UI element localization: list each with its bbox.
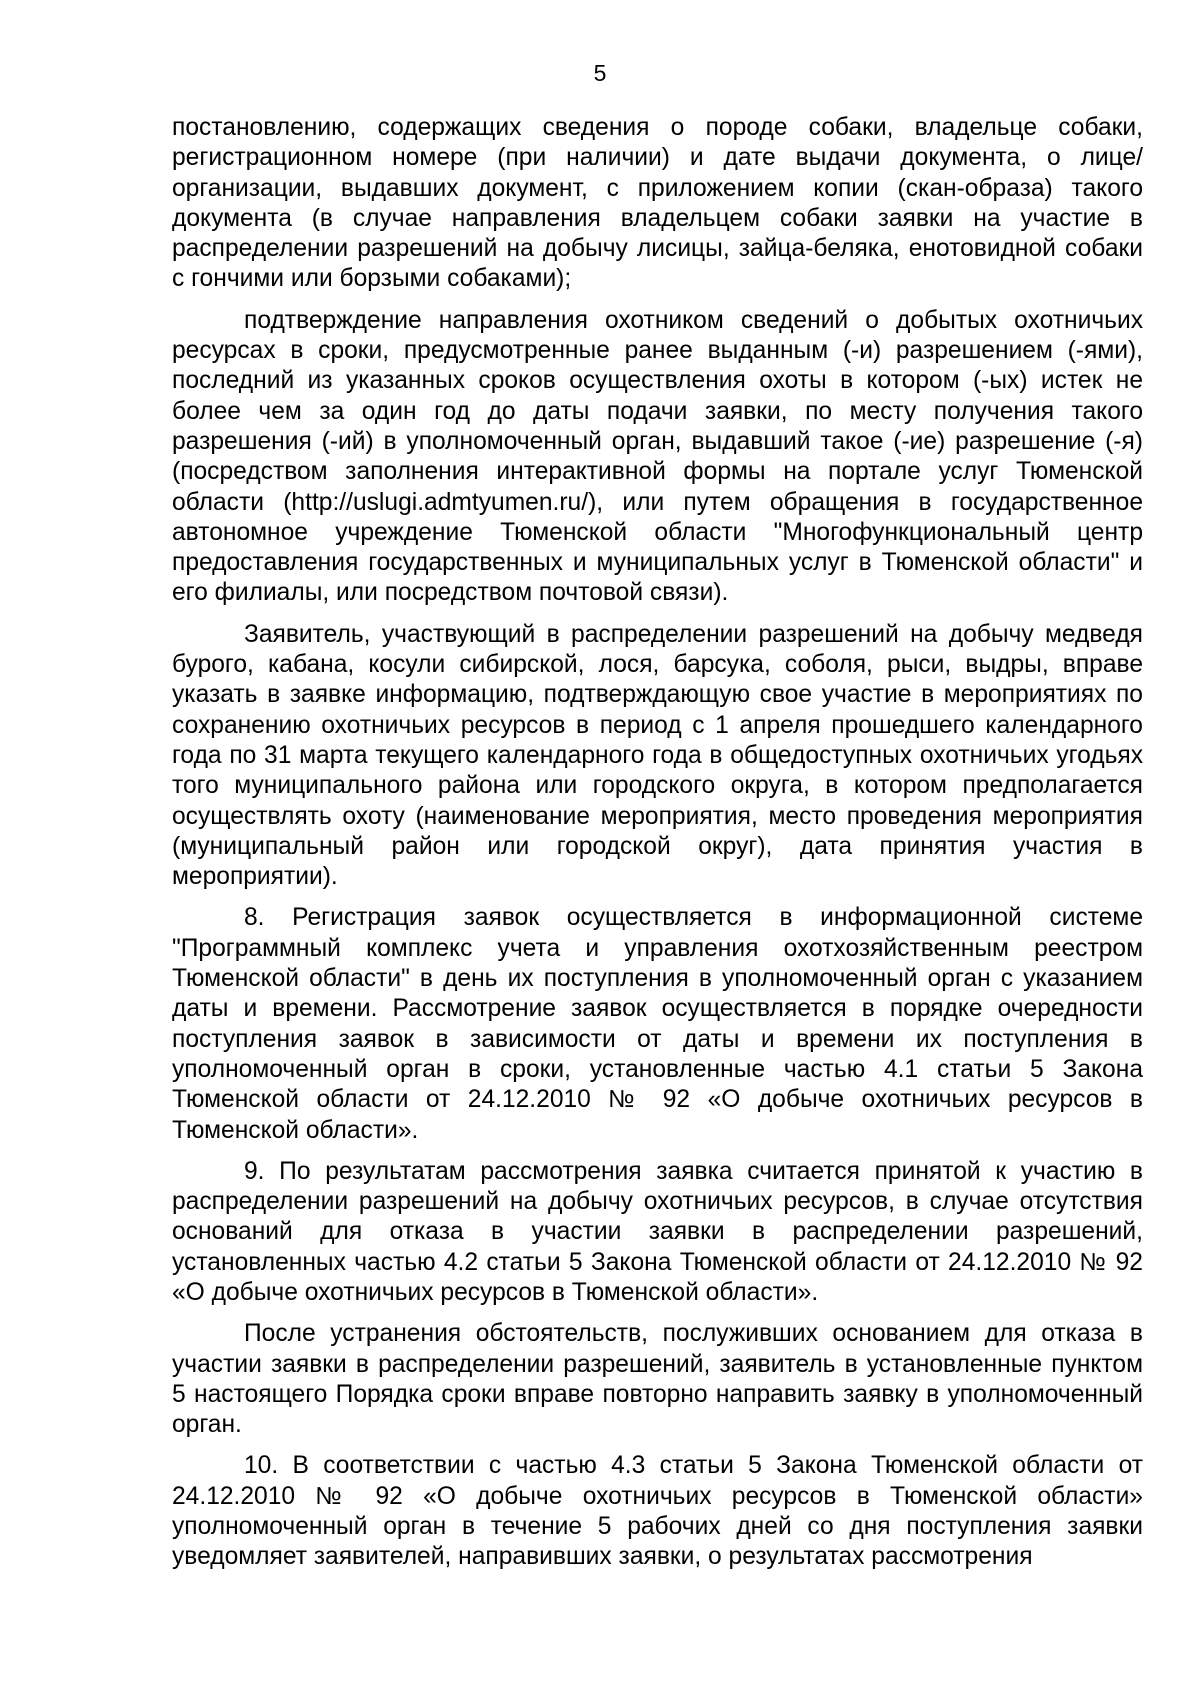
- paragraph-1: постановлению, содержащих сведения о породе собаки, владельце собаки, регистрационном номере (при наличии) и дате выдачи документа, о лице/организации, выдавших документ, с приложением копии (скан-образа) такого документа (в случае направления владельцем собаки заявки на участие в распределении разрешений на добычу лисицы, зайца-беляка, енотовидной собаки с гончими или борзыми собаками);: [172, 114, 1143, 293]
- paragraph-item-8: 8. Регистрация заявок осуществляется в информационной системе "Программный комплекс учета и управления охотхозяйственным реестром Тюменской области" в день их поступления в уполномоченный орган с указанием даты и времени. Рассмотрение заявок осуществляется в порядке очередности поступления заявок в зависимости от даты и времени их поступления в уполномоченный орган в сроки, установленные частью 4.1 статьи 5 Закона Тюменской области от 24.12.2010 № 92 «О добыче охотничьих ресурсов в Тюменской области».: [172, 904, 1143, 1144]
- page-number: 5: [593, 60, 607, 86]
- paragraph-after-refusal: После устранения обстоятельств, послуживших основанием для отказа в участии заявки в распределении разрешений, заявитель в установленные пунктом 5 настоящего Порядка сроки вправе повторно направить заявку в уполномоченный орган.: [172, 1320, 1143, 1439]
- paragraph-2: подтверждение направления охотником сведений о добытых охотничьих ресурсах в сроки, предусмотренные ранее выданным (-и) разрешением (-ями), последний из указанных сроков осуществления охоты в котором (-ых) истек не более чем за один год до даты подачи заявки, по месту получения такого разрешения (-ий) в уполномоченный орган, выдавший такое (-ие) разрешение (-я) (посредством заполнения интерактивной формы на портале услуг Тюменской области (http://uslugi.admtyumen.ru/), или путем обращения в государственное автономное учреждение Тюменской области "Многофункциональный центр предоставления государственных и муниципальных услуг в Тюменской области" и его филиалы, или посредством почтовой связи).: [172, 306, 1143, 607]
- paragraph-item-10: 10. В соответствии с частью 4.3 статьи 5 Закона Тюменской области от 24.12.2010 № 92 «О добыче охотничьих ресурсов в Тюменской области» уполномоченный орган в течение 5 рабочих дней со дня поступления заявки уведомляет заявителей, направивших заявки, о результатах рассмотрения: [172, 1452, 1143, 1571]
- document-body: [172, 113, 1143, 1573]
- paragraph-item-9: 9. По результатам рассмотрения заявка считается принятой к участию в распределении разрешений на добычу охотничьих ресурсов, в случае отсутствия оснований для отказа в участии заявки в распределении разрешений, установленных частью 4.2 статьи 5 Закона Тюменской области от 24.12.2010 № 92 «О добыче охотничьих ресурсов в Тюменской области».: [172, 1157, 1143, 1306]
- paragraph-3: Заявитель, участвующий в распределении разрешений на добычу медведя бурого, кабана, косули сибирской, лося, барсука, соболя, рыси, выдры, вправе указать в заявке информацию, подтверждающую свое участие в мероприятиях по сохранению охотничьих ресурсов в период с 1 апреля прошедшего календарного года по 31 марта текущего календарного года в общедоступных охотничьих угодьях того муниципального района или городского округа, в котором предполагается осуществлять охоту (наименование мероприятия, место проведения мероприятия (муниципальный район или городской округ), дата принятия участия в мероприятии).: [172, 620, 1143, 891]
